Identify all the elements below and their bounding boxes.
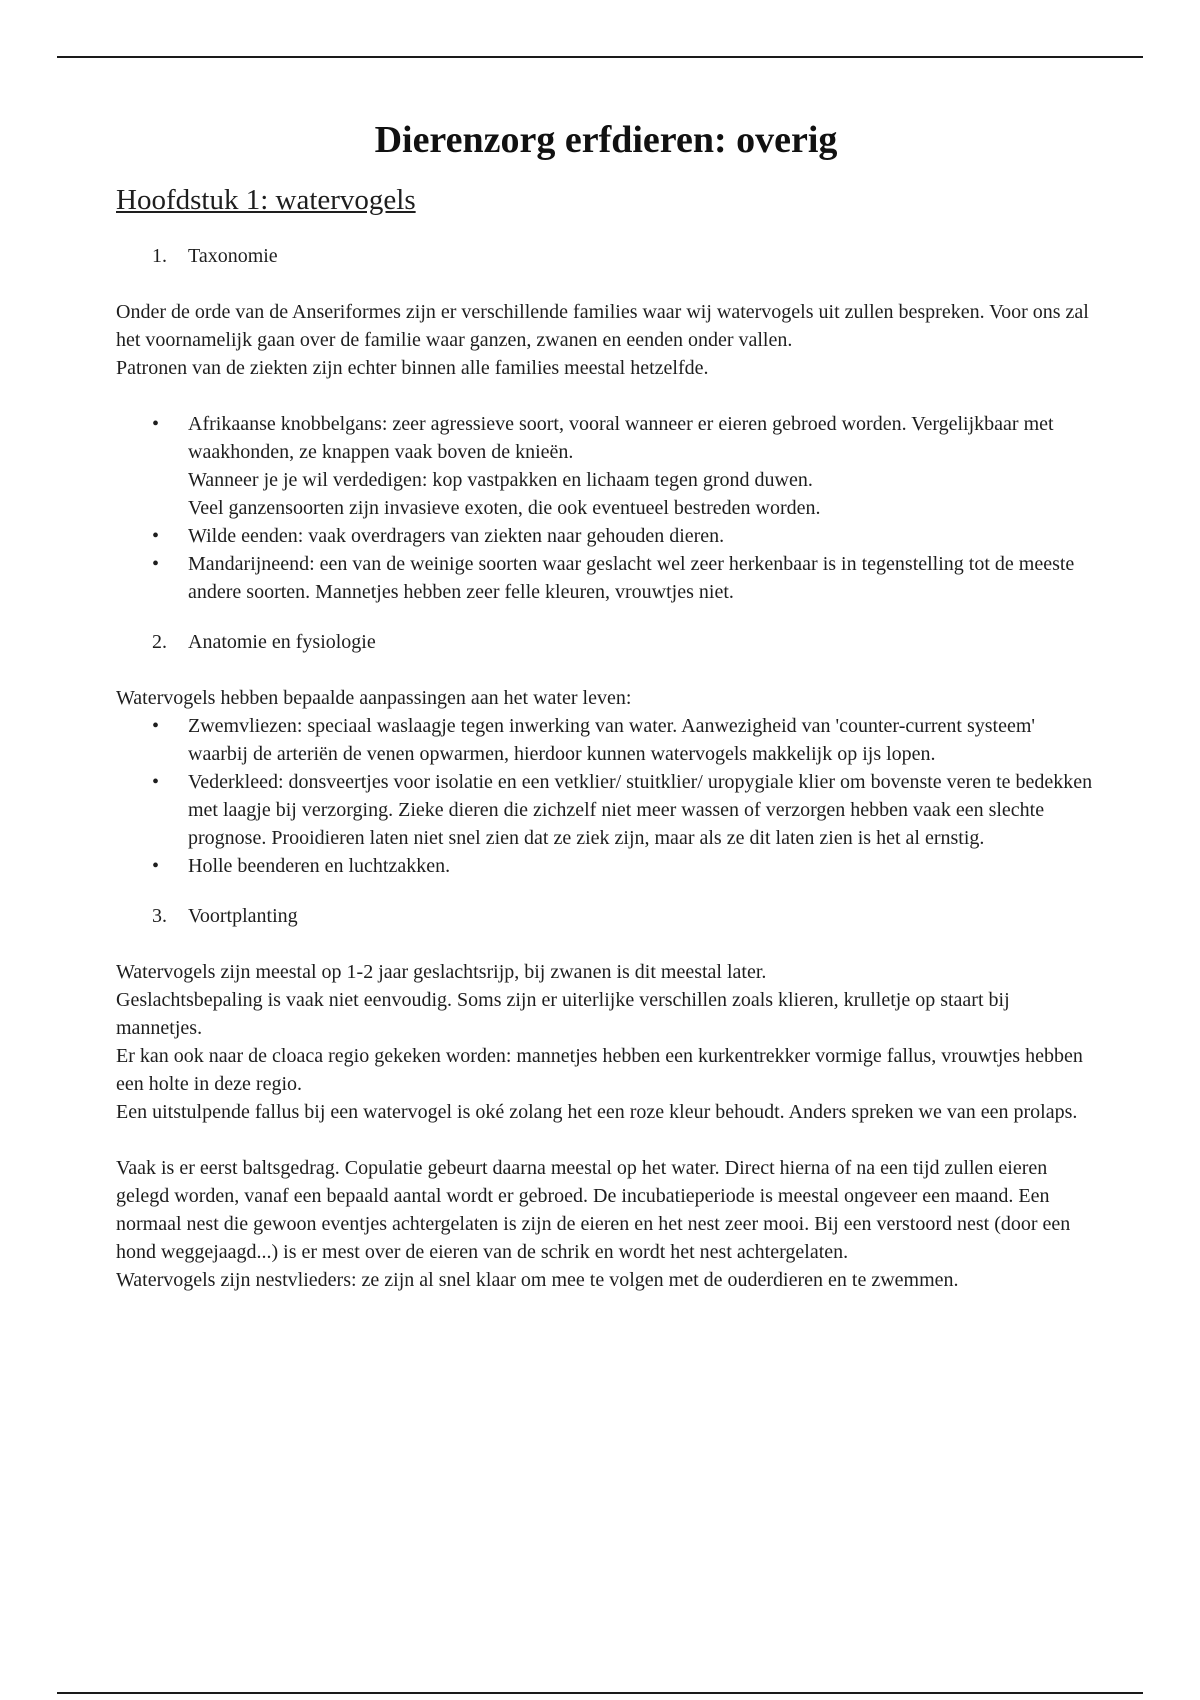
paragraph-text: Watervogels zijn meestal op 1-2 jaar geslachtsrijp, bij zwanen is dit meestal later. [116,961,767,983]
list-item-text: Zwemvliezen: speciaal waslaagje tegen inwerking van water. Aanwezigheid van 'counter-current systeem' waarbij de arteriën de venen opwarmen, hierdoor kunnen watervogels makkelijk op ijs lopen. [188,715,1036,765]
paragraph-text: Watervogels zijn nestvlieders: ze zijn al snel klaar om mee te volgen met de ouderdieren en te zwemmen. [116,1269,959,1291]
list-item [116,768,1096,852]
paragraph-text: Geslachtsbepaling is vaak niet eenvoudig. Soms zijn er uiterlijke verschillen zoals klieren, krulletje op staart bij mannetjes. [116,989,1010,1039]
list-item-text: Wanneer je je wil verdedigen: kop vastpakken en lichaam tegen grond duwen. [188,469,813,491]
section-heading-taxonomie [116,242,1096,270]
list-item-text: Veel ganzensoorten zijn invasieve exoten, die ook eventueel bestreden worden. [188,497,821,519]
section-heading-anatomie [116,628,1096,656]
bottom-rule [57,1692,1143,1694]
document-title: Dierenzorg erfdieren: overig [374,119,838,161]
anatomy-intro [116,684,1096,712]
list-item [116,550,1096,606]
list-item [116,712,1096,768]
taxonomy-bullet-list [116,410,1096,606]
section-title: Voortplanting [188,905,298,927]
bullet-icon: • [152,553,160,575]
anatomy-bullet-list [116,712,1096,880]
top-rule [57,56,1143,58]
section-heading-voortplanting [116,902,1096,930]
bullet-icon: • [152,855,160,877]
bullet-icon: • [152,413,160,435]
section-number: 1. [152,245,167,267]
list-item [116,410,1096,522]
list-item-text: Afrikaanse knobbelgans: zeer agressieve soort, vooral wanneer er eieren gebroed worden. Vergelijkbaar met waakhonden, ze knappen vaak boven de knieën. [188,413,1054,463]
bullet-icon: • [152,771,160,793]
document-page [116,110,1096,1294]
paragraph-text: Een uitstulpende fallus bij een watervogel is oké zolang het een roze kleur behoudt. Anders spreken we van een prolaps. [116,1101,1078,1123]
bullet-icon: • [152,525,160,547]
section-title: Taxonomie [188,245,278,267]
paragraph-text: Vaak is er eerst baltsgedrag. Copulatie gebeurt daarna meestal op het water. Direct hierna of na een tijd zullen eieren gelegd worden, vanaf een bepaald aantal wordt er gebroed. De incubatieperiode is meestal ongeveer een maand. Een normaal nest die gewoon eventjes achtergelaten is zijn de eieren en het nest zeer mooi. Bij een verstoord nest (door een hond weggejaagd...) is er mest over de eieren van de schrik en wordt het nest achtergelaten. [116,1157,1071,1263]
list-item [116,522,1096,550]
taxonomy-paragraph [116,298,1096,382]
section-title: Anatomie en fysiologie [188,631,376,653]
paragraph-text: Watervogels hebben bepaalde aanpassingen aan het water leven: [116,687,632,709]
list-item-text: Mandarijneend: een van de weinige soorten waar geslacht wel zeer herkenbaar is in tegenstelling tot de meeste andere soorten. Mannetjes hebben zeer felle kleuren, vrouwtjes niet. [188,553,1075,603]
chapter-heading: Hoofdstuk 1: watervogels [116,184,416,216]
section-number: 2. [152,631,167,653]
list-item-text: Wilde eenden: vaak overdragers van ziekten naar gehouden dieren. [188,525,725,547]
list-item-text: Holle beenderen en luchtzakken. [188,855,451,877]
reproduction-paragraph [116,958,1096,1126]
paragraph-text: Er kan ook naar de cloaca regio gekeken worden: mannetjes hebben een kurkentrekker vormige fallus, vrouwtjes hebben een holte in deze regio. [116,1045,1083,1095]
bullet-icon: • [152,715,160,737]
paragraph-text: Patronen van de ziekten zijn echter binnen alle families meestal hetzelfde. [116,357,709,379]
section-number: 3. [152,905,167,927]
reproduction-paragraph-2 [116,1154,1096,1294]
list-item [116,852,1096,880]
list-item-text: Vederkleed: donsveertjes voor isolatie en een vetklier/ stuitklier/ uropygiale klier om bovenste veren te bedekken met laagje bij verzorging. Zieke dieren die zichzelf niet meer wassen of verzorgen hebben vaak een slechte prognose. Prooidieren laten niet snel zien dat ze ziek zijn, maar als ze dit laten zien is het al ernstig. [188,771,1093,849]
paragraph-text: Onder de orde van de Anseriformes zijn er verschillende families waar wij watervogels uit zullen bespreken. Voor ons zal het voornamelijk gaan over de familie waar ganzen, zwanen en eenden onder vallen. [116,301,1089,351]
